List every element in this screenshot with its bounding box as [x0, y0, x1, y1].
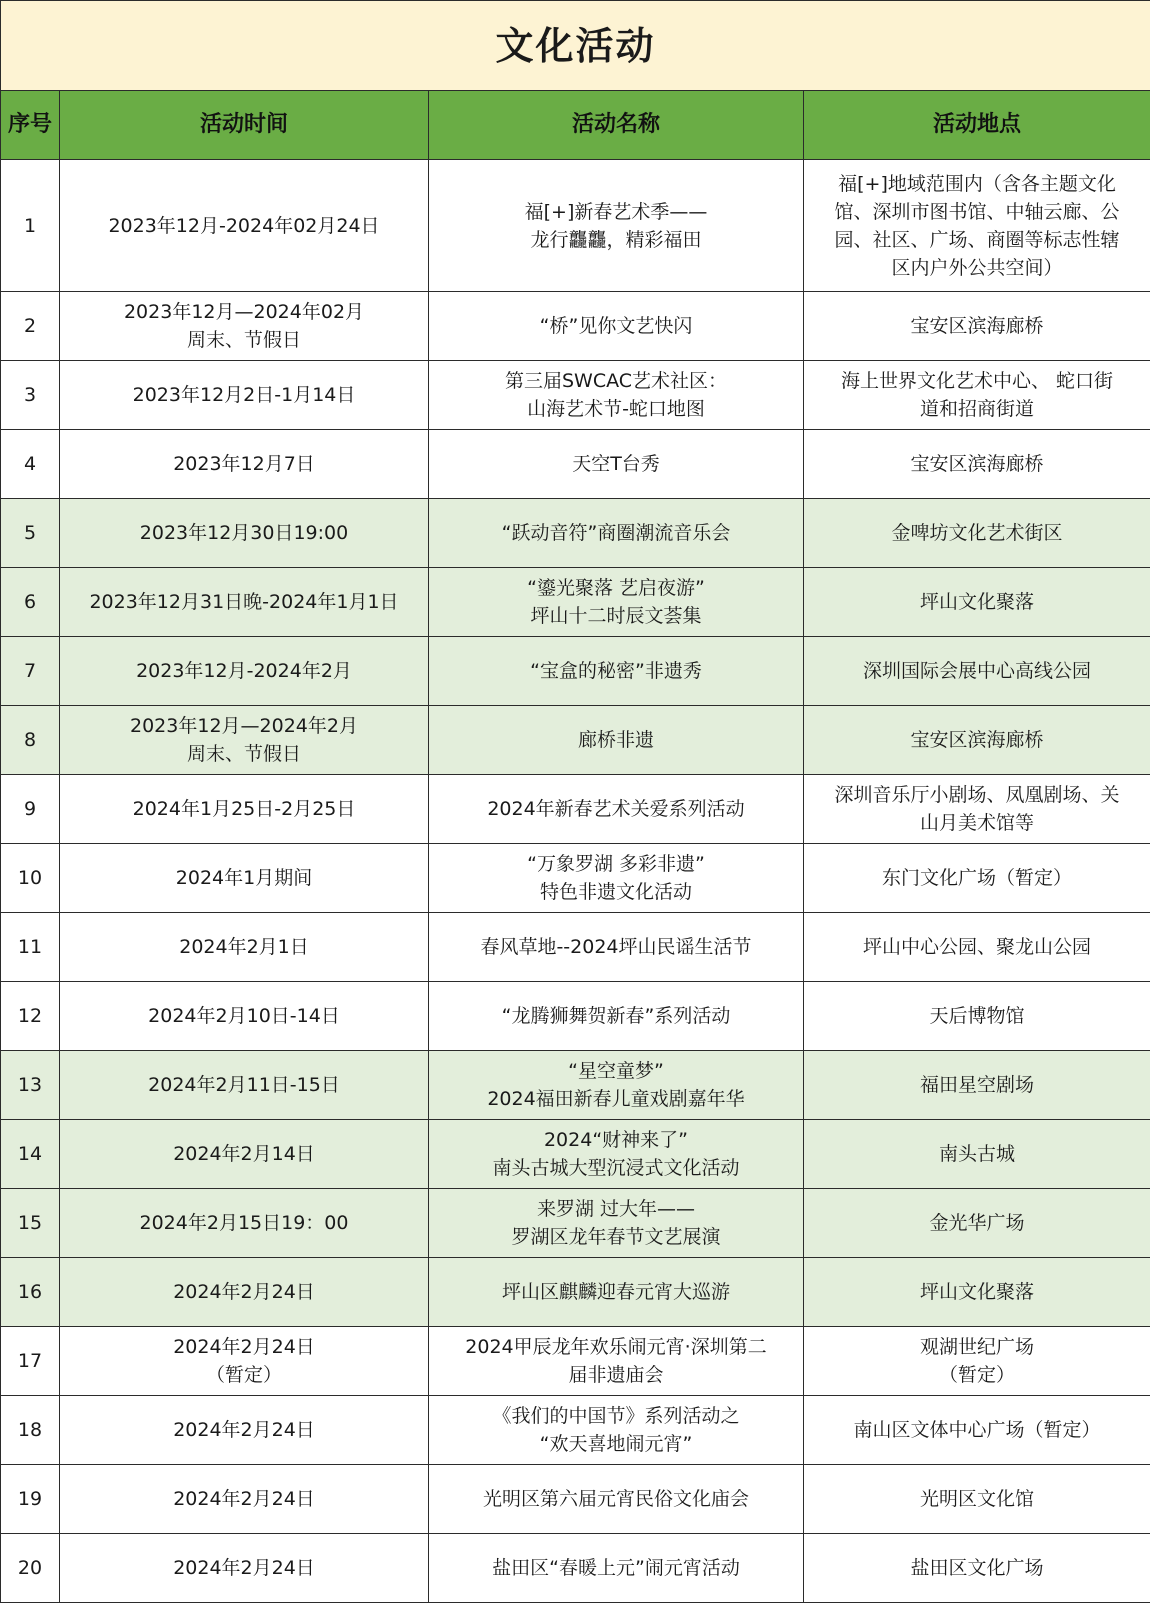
row-name: 福[+]新春艺术季—— 龙行龘龘，精彩福田: [429, 160, 804, 292]
table-row: [1, 1396, 1150, 1465]
table-row: [1, 160, 1150, 292]
row-number: 13: [1, 1051, 60, 1120]
row-time: 2024年2月1日: [60, 913, 429, 982]
row-name: 春风草地--2024坪山民谣生活节: [429, 913, 804, 982]
table-row: [1, 913, 1150, 982]
table-row: [1, 1051, 1150, 1120]
row-name: 2024甲辰龙年欢乐闹元宵·深圳第二 届非遗庙会: [429, 1327, 804, 1396]
row-time: 2023年12月-2024年2月: [60, 637, 429, 706]
header-name: 活动名称: [429, 91, 804, 160]
row-number: 2: [1, 292, 60, 361]
row-name: 2024年新春艺术关爱系列活动: [429, 775, 804, 844]
row-place: 金光华广场: [804, 1189, 1150, 1258]
row-name: 第三届SWCAC艺术社区： 山海艺术节-蛇口地图: [429, 361, 804, 430]
row-number: 18: [1, 1396, 60, 1465]
row-place: 坪山中心公园、聚龙山公园: [804, 913, 1150, 982]
row-name: 来罗湖 过大年—— 罗湖区龙年春节文艺展演: [429, 1189, 804, 1258]
row-place: 东门文化广场（暂定）: [804, 844, 1150, 913]
row-name: 光明区第六届元宵民俗文化庙会: [429, 1465, 804, 1534]
row-number: 14: [1, 1120, 60, 1189]
row-time: 2023年12月31日晚-2024年1月1日: [60, 568, 429, 637]
row-time: 2023年12月—2024年2月 周末、节假日: [60, 706, 429, 775]
row-time: 2024年2月15日19：00: [60, 1189, 429, 1258]
row-name: “龙腾狮舞贺新春”系列活动: [429, 982, 804, 1051]
table-row: [1, 1258, 1150, 1327]
row-place: 福[+]地域范围内（含各主题文化 馆、深圳市图书馆、中轴云廊、公 园、社区、广场、商圈等标志性辖 区内户外公共空间）: [804, 160, 1150, 292]
table-row: [1, 1327, 1150, 1396]
row-time: 2023年12月30日19:00: [60, 499, 429, 568]
table-row: [1, 499, 1150, 568]
row-number: 10: [1, 844, 60, 913]
row-place: 天后博物馆: [804, 982, 1150, 1051]
row-place: 南头古城: [804, 1120, 1150, 1189]
row-time: 2024年2月10日-14日: [60, 982, 429, 1051]
row-name: “星空童梦” 2024福田新春儿童戏剧嘉年华: [429, 1051, 804, 1120]
row-place: 金啤坊文化艺术街区: [804, 499, 1150, 568]
header-place: 活动地点: [804, 91, 1150, 160]
table-row: [1, 706, 1150, 775]
row-name: “桥”见你文艺快闪: [429, 292, 804, 361]
row-name: 廊桥非遗: [429, 706, 804, 775]
table-body: [1, 160, 1150, 1603]
row-place: 南山区文体中心广场（暂定）: [804, 1396, 1150, 1465]
row-place: 宝安区滨海廊桥: [804, 292, 1150, 361]
row-number: 8: [1, 706, 60, 775]
row-name: “万象罗湖 多彩非遗” 特色非遗文化活动: [429, 844, 804, 913]
row-place: 坪山文化聚落: [804, 568, 1150, 637]
row-number: 17: [1, 1327, 60, 1396]
header-no: 序号: [1, 91, 60, 160]
row-time: 2023年12月7日: [60, 430, 429, 499]
row-time: 2024年2月14日: [60, 1120, 429, 1189]
row-place: 福田星空剧场: [804, 1051, 1150, 1120]
row-place: 海上世界文化艺术中心、 蛇口街 道和招商街道: [804, 361, 1150, 430]
row-time: 2023年12月2日-1月14日: [60, 361, 429, 430]
row-name: 盐田区“春暖上元”闹元宵活动: [429, 1534, 804, 1603]
table-row: [1, 637, 1150, 706]
header-row: [1, 91, 1150, 160]
row-place: 深圳国际会展中心高线公园: [804, 637, 1150, 706]
row-name: “鎏光聚落 艺启夜游” 坪山十二时辰文荟集: [429, 568, 804, 637]
row-place: 宝安区滨海廊桥: [804, 706, 1150, 775]
page-title: 文化活动: [1, 1, 1150, 91]
table-row: [1, 1189, 1150, 1258]
table-row: [1, 775, 1150, 844]
row-time: 2024年2月24日: [60, 1396, 429, 1465]
table-row: [1, 844, 1150, 913]
table-row: [1, 982, 1150, 1051]
row-name: 天空T台秀: [429, 430, 804, 499]
row-time: 2024年2月24日: [60, 1534, 429, 1603]
row-number: 4: [1, 430, 60, 499]
row-name: “跃动音符”商圈潮流音乐会: [429, 499, 804, 568]
row-number: 16: [1, 1258, 60, 1327]
table-row: [1, 1534, 1150, 1603]
header-time: 活动时间: [60, 91, 429, 160]
table-row: [1, 1120, 1150, 1189]
row-time: 2024年2月24日: [60, 1258, 429, 1327]
row-name: 2024“财神来了” 南头古城大型沉浸式文化活动: [429, 1120, 804, 1189]
row-number: 19: [1, 1465, 60, 1534]
row-place: 宝安区滨海廊桥: [804, 430, 1150, 499]
row-name: “宝盒的秘密”非遗秀: [429, 637, 804, 706]
row-place: 坪山文化聚落: [804, 1258, 1150, 1327]
table-row: [1, 568, 1150, 637]
title-row: [1, 1, 1150, 91]
row-time: 2024年1月期间: [60, 844, 429, 913]
row-number: 3: [1, 361, 60, 430]
row-number: 5: [1, 499, 60, 568]
row-time: 2024年2月24日 （暂定）: [60, 1327, 429, 1396]
table-row: [1, 292, 1150, 361]
row-number: 12: [1, 982, 60, 1051]
table-row: [1, 1465, 1150, 1534]
row-time: 2024年1月25日-2月25日: [60, 775, 429, 844]
row-time: 2023年12月—2024年02月 周末、节假日: [60, 292, 429, 361]
row-number: 1: [1, 160, 60, 292]
row-number: 6: [1, 568, 60, 637]
row-name: 坪山区麒麟迎春元宵大巡游: [429, 1258, 804, 1327]
row-number: 7: [1, 637, 60, 706]
table-row: [1, 430, 1150, 499]
row-time: 2024年2月24日: [60, 1465, 429, 1534]
row-number: 20: [1, 1534, 60, 1603]
row-time: 2024年2月11日-15日: [60, 1051, 429, 1120]
row-number: 11: [1, 913, 60, 982]
row-number: 15: [1, 1189, 60, 1258]
row-place: 盐田区文化广场: [804, 1534, 1150, 1603]
row-time: 2023年12月-2024年02月24日: [60, 160, 429, 292]
row-number: 9: [1, 775, 60, 844]
row-place: 深圳音乐厅小剧场、凤凰剧场、关 山月美术馆等: [804, 775, 1150, 844]
row-name: 《我们的中国节》系列活动之 “欢天喜地闹元宵”: [429, 1396, 804, 1465]
table-row: [1, 361, 1150, 430]
row-place: 光明区文化馆: [804, 1465, 1150, 1534]
row-place: 观湖世纪广场 （暂定）: [804, 1327, 1150, 1396]
